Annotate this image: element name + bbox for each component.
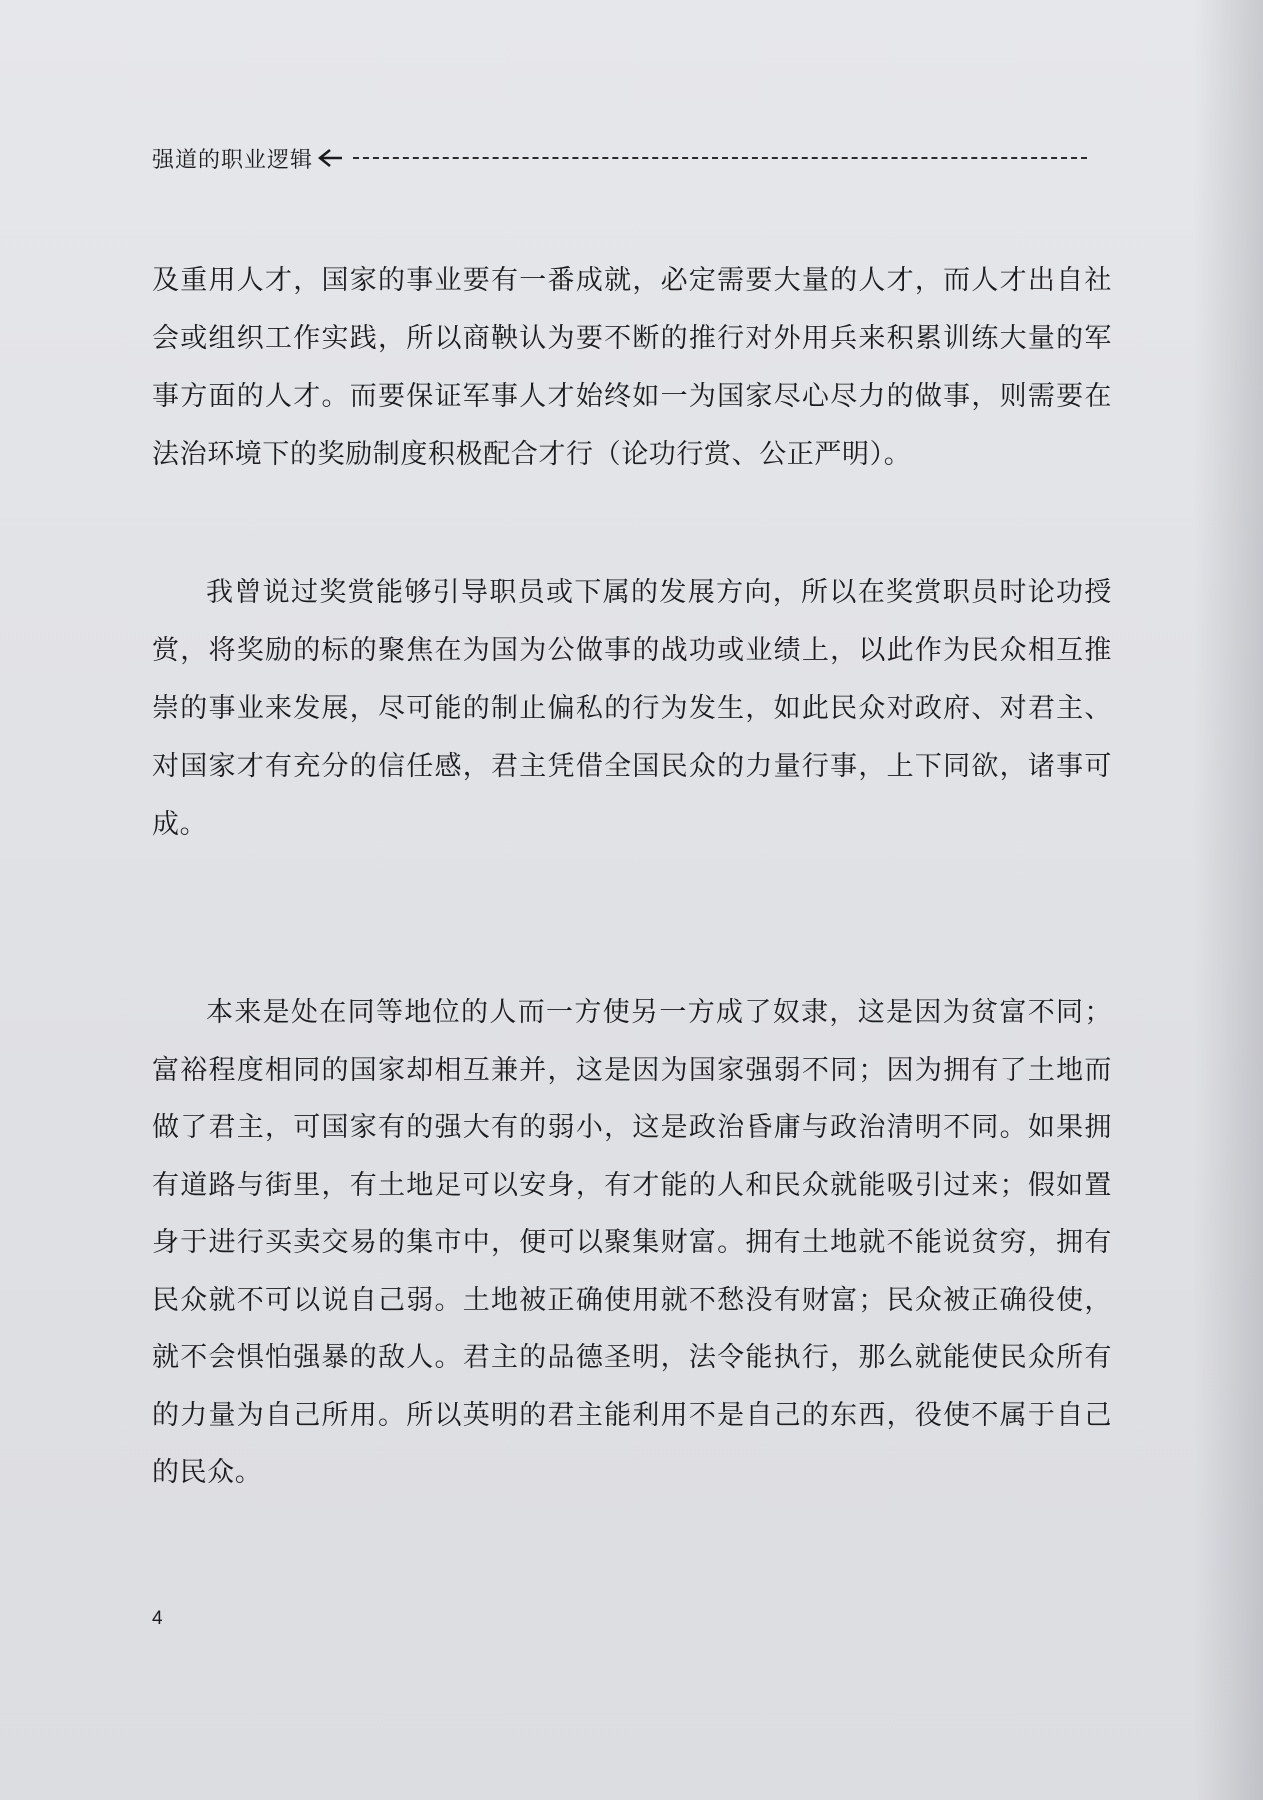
paragraph: 及重用人才，国家的事业要有一番成就，必定需要大量的人才，而人才出自社会或组织工作实践，所以商鞅认为要不断的推行对外用兵来积累训练大量的军事方面的人才。而要保证军事人才始终如一为国家尽心尽力的做事，则需要在法治环境下的奖励制度积极配合才行（论功行赏、公正严明）。: [152, 265, 1112, 470]
running-header: [152, 140, 1087, 176]
body-text: [152, 252, 1112, 1502]
paragraph: 本来是处在同等地位的人而一方使另一方成了奴隶，这是因为贫富不同；富裕程度相同的国家却相互兼并，这是因为国家强弱不同；因为拥有了土地而做了君主，可国家有的强大有的弱小，这是政治昏庸与政治清明不同。如果拥有道路与街里，有土地足可以安身，有才能的人和民众就能吸引过来；假如置身于进行买卖交易的集市中，便可以聚集财富。拥有土地就不能说贫穷，拥有民众就不可以说自己弱。土地被正确使用就不愁没有财富；民众被正确役使，就不会惧怕强暴的敌人。君主的品德圣明，法令能执行，那么就能使民众所有的力量为自己所用。所以英明的君主能利用不是自己的东西，役使不属于自己的民众。: [152, 997, 1112, 1488]
paragraph: 我曾说过奖赏能够引导职员或下属的发展方向，所以在奖赏职员时论功授赏，将奖励的标的聚焦在为国为公做事的战功或业绩上，以此作为民众相互推崇的事业来发展，尽可能的制止偏私的行为发生，如此民众对政府、对君主、对国家才有充分的信任感，君主凭借全国民众的力量行事，上下同欲，诸事可成。: [152, 577, 1112, 840]
page-number: 4: [152, 1608, 163, 1629]
arrow-left-icon: [317, 148, 343, 168]
header-title: 强道的职业逻辑: [152, 147, 314, 173]
header-dashed-rule: [353, 157, 1087, 159]
